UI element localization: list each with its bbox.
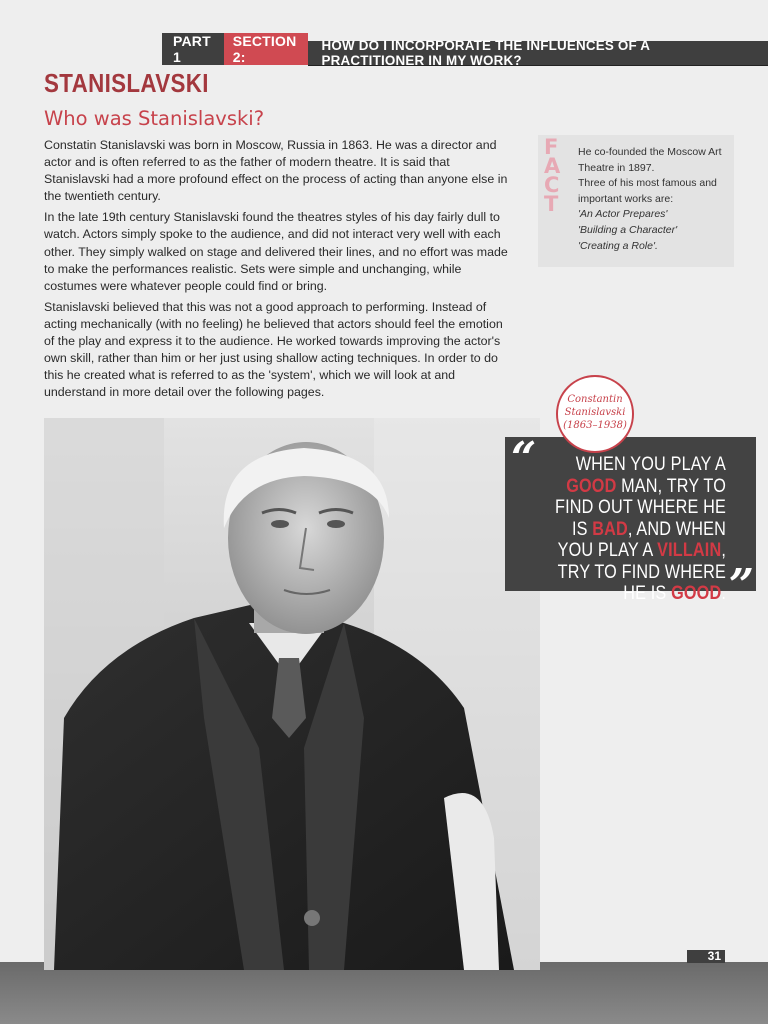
quote-segment: . <box>721 582 726 604</box>
quote-segment: , TRY TO FIND WHERE HE IS <box>557 539 726 604</box>
section-header <box>162 33 768 68</box>
paragraph: Constatin Stanislavski was born in Moscow, Russia in 1863. He was a director and actor and is often referred to as the father of modern theatre. It is said that Stanislavski had a more profound effect on the process of acting than anyone else in the twentieth century. <box>44 138 508 204</box>
quote-highlight: BAD <box>592 517 628 540</box>
fact-line: Three of his most famous and important works are: <box>578 177 717 205</box>
fact-letter: A <box>544 154 561 178</box>
footer-bar <box>0 962 768 1024</box>
fact-text <box>578 145 728 254</box>
pull-quote <box>505 433 756 611</box>
caption-name: Constantin Stanislavski <box>564 394 626 418</box>
page-number: 31 <box>687 950 725 963</box>
fact-work: 'Building a Character' <box>578 223 678 236</box>
fact-letter: C <box>544 173 560 197</box>
page-title: STANISLAVSKI <box>44 68 209 98</box>
open-quote-mark: “ <box>511 433 537 484</box>
body-text <box>44 137 516 405</box>
paragraph: Stanislavski believed that this was not a good approach to performing. Instead of acting mechanically (with no feeling) he believed that actors should feel the emotion of the play and express it to the audience. He worked towards improving the actor's own skill, rather than him or her just using shallow acting techniques. In order to do this he created what is referred to as the 'system', which we will look at and understand in more detail over the following pages. <box>44 299 503 400</box>
fact-line: He co-founded the Moscow Art Theatre in 1897. <box>578 146 722 174</box>
close-quote-mark: ” <box>728 560 754 611</box>
portrait-photo <box>44 418 540 970</box>
quote-text <box>546 454 726 605</box>
quote-highlight: GOOD <box>566 474 617 497</box>
fact-work: 'An Actor Prepares' <box>578 208 668 221</box>
fact-work: 'Creating a Role'. <box>578 239 658 252</box>
fact-letter: F <box>544 135 559 159</box>
page-subtitle: Who was Stanislavski? <box>44 107 265 130</box>
quote-segment: WHEN YOU PLAY A <box>575 453 726 475</box>
quote-highlight: VILLAIN <box>657 539 722 561</box>
fact-heading <box>544 135 561 216</box>
photo-caption <box>556 375 634 453</box>
quote-highlight: GOOD <box>671 582 722 604</box>
section-label: SECTION 2: <box>224 33 308 65</box>
quote-segment: , AND WHEN YOU PLAY A <box>557 517 726 561</box>
portrait-illustration <box>44 418 540 970</box>
caption-dates: (1863–1938) <box>563 420 627 431</box>
fact-letter: T <box>544 192 559 216</box>
quote-segment: MAN, TRY TO FIND OUT WHERE HE IS <box>554 474 726 540</box>
fact-box <box>538 135 734 267</box>
section-question: HOW DO I INCORPORATE THE INFLUENCES OF A PRACTITIONER IN MY WORK? <box>308 41 768 66</box>
paragraph: In the late 19th century Stanislavski found the theatres styles of his day fairly dull to watch. Actors simply spoke to the audience, and did not interact very well with each other. They simply walked on stage and delivered their lines, and no effort was made to make the performances realistic. Sets were simple and unchanging, while costumes were whatever people could find or bring. <box>44 210 508 293</box>
part-label: PART 1 <box>162 33 224 65</box>
